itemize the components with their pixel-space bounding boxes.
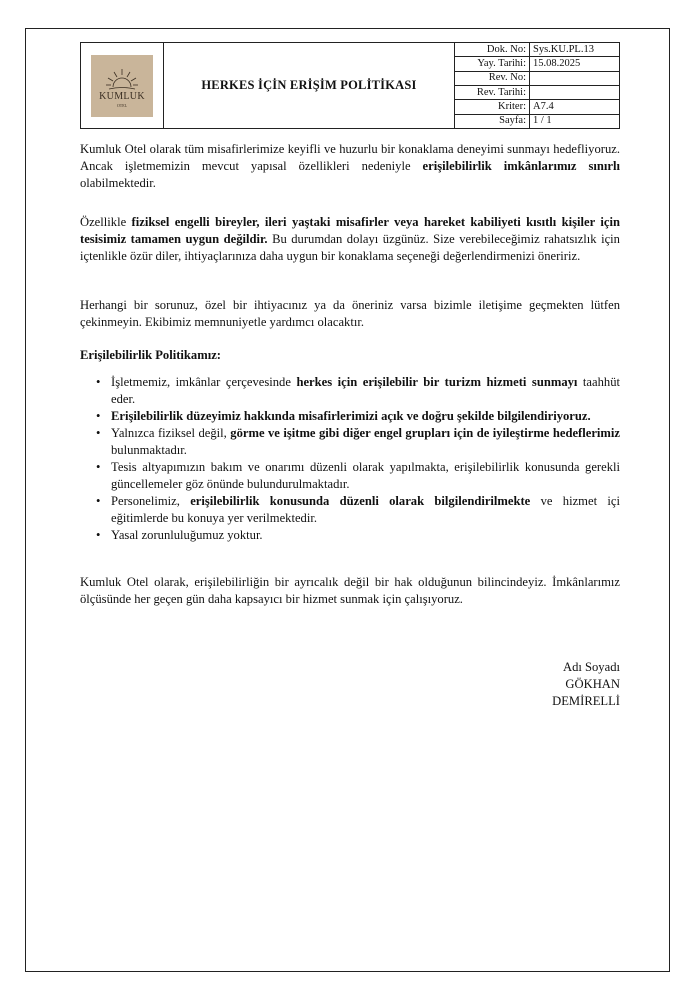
meta-key: Sayfa:	[455, 114, 530, 128]
limitation-paragraph	[80, 214, 620, 265]
document-meta-table	[455, 43, 619, 128]
text-run: Bu durumdan dolayı üzgünüz. Size verebileceğimiz rahatsızlık için içtenlikle özür diler, ihtiyaçlarınıza daha uygun bir konaklama seçeneği değerlendirmenizi öneririz.	[80, 232, 620, 263]
hotel-logo	[91, 55, 153, 117]
logo-wordmark: KUMLUK	[99, 90, 145, 102]
text-run: olabilmektedir.	[80, 176, 156, 190]
list-item	[96, 527, 620, 544]
meta-row	[455, 71, 619, 85]
meta-row	[455, 100, 619, 114]
document-title: HERKES İÇİN ERİŞİM POLİTİKASI	[164, 43, 455, 128]
bullet-icon: •	[96, 426, 101, 440]
meta-key: Rev. Tarihi:	[455, 85, 530, 99]
list-item	[96, 459, 620, 493]
text-run: Yalnızca fiziksel değil,	[111, 426, 231, 440]
policy-heading: Erişilebilirlik Politikamız:	[80, 348, 221, 362]
meta-row	[455, 57, 619, 71]
text-run: İşletmemiz, imkânlar çerçevesinde	[111, 375, 297, 389]
text-run: bulunmaktadır.	[111, 443, 187, 457]
meta-row	[455, 43, 619, 57]
bullet-icon: •	[96, 409, 101, 423]
signature-block	[500, 659, 620, 710]
emphasis-text: görme ve işitme gibi diğer engel grupları için de iyileştirme hedeflerimiz	[230, 426, 620, 440]
meta-value: A7.4	[530, 100, 620, 114]
meta-row	[455, 114, 619, 128]
meta-row	[455, 85, 619, 99]
text-run: Yasal zorunluluğumuz yoktur.	[111, 528, 263, 542]
text-run: Personelimiz,	[111, 494, 191, 508]
bullet-icon: •	[96, 460, 101, 474]
meta-key: Kriter:	[455, 100, 530, 114]
bullet-icon: •	[96, 528, 101, 542]
text-run: taahhüt eder.	[111, 375, 621, 406]
list-item	[96, 408, 620, 425]
emphasis-text: herkes için erişilebilir bir turizm hizmeti sunmayı	[296, 375, 578, 389]
bullet-icon: •	[96, 375, 101, 389]
meta-key: Rev. No:	[455, 71, 530, 85]
meta-value: Sys.KU.PL.13	[530, 43, 620, 57]
emphasis-text: fiziksel engelli bireyler, ileri yaştaki misafirler veya hareket kabiliyeti kısıtlı kişiler için tesisimiz tamamen uygun değildir.	[80, 215, 620, 246]
text-run: Özellikle	[80, 215, 132, 229]
meta-value	[530, 85, 620, 99]
bullet-icon: •	[96, 494, 101, 508]
logo-subtext: OTEL	[116, 102, 128, 108]
policy-list	[80, 374, 620, 544]
signature-label: Adı Soyadı	[562, 660, 620, 674]
text-run: Kumluk Otel olarak tüm misafirlerimize keyifli ve huzurlu bir konaklama deneyimi sunmayı hedefliyoruz. Ancak işletmemizin mevcut yapısal özellikleri nedeniyle	[80, 142, 620, 173]
intro-paragraph	[80, 141, 620, 192]
closing-paragraph: Kumluk Otel olarak, erişilebilirliğin bir ayrıcalık değil bir hak olduğunun bilincindeyiz. İmkânlarımız ölçüsünde her geçen gün daha kapsayıcı bir hizmet sunmak için çalışıyoruz.	[80, 575, 620, 606]
contact-paragraph: Herhangi bir sorunuz, özel bir ihtiyacınız ya da öneriniz varsa bizimle iletişime geçmekten lütfen çekinmeyin. Ekibimiz memnuniyetle yardımcı olacaktır.	[80, 298, 620, 329]
logo-cell	[81, 43, 164, 128]
list-item	[96, 374, 621, 408]
meta-value: 15.08.2025	[530, 57, 620, 71]
list-item	[96, 493, 620, 527]
emphasis-text: erişilebilirlik konusunda düzenli olarak bilgilendirilmekte	[190, 494, 531, 508]
meta-value: 1 / 1	[533, 115, 552, 127]
meta-key: Dok. No:	[455, 43, 530, 57]
document-header	[80, 42, 620, 129]
signatory-name: GÖKHAN DEMİRELLİ	[552, 677, 620, 708]
emphasis-text: Erişilebilirlik düzeyimiz hakkında misafirlerimizi açık ve doğru şekilde bilgilendiriyoruz.	[111, 409, 591, 423]
list-item	[96, 425, 620, 459]
text-run: Tesis altyapımızın bakım ve onarımı düzenli olarak yapılmakta, erişilebilirlik konusunda gerekli güncellemeler göz önünde bulundurulmaktadır.	[111, 460, 620, 491]
emphasis-text: erişilebilirlik imkânlarımız sınırlı	[422, 159, 620, 173]
meta-key: Yay. Tarihi:	[455, 57, 530, 71]
text-run: ve hizmet içi eğitimlerde bu konuya yer verilmektedir.	[111, 494, 620, 525]
meta-value	[530, 71, 620, 85]
